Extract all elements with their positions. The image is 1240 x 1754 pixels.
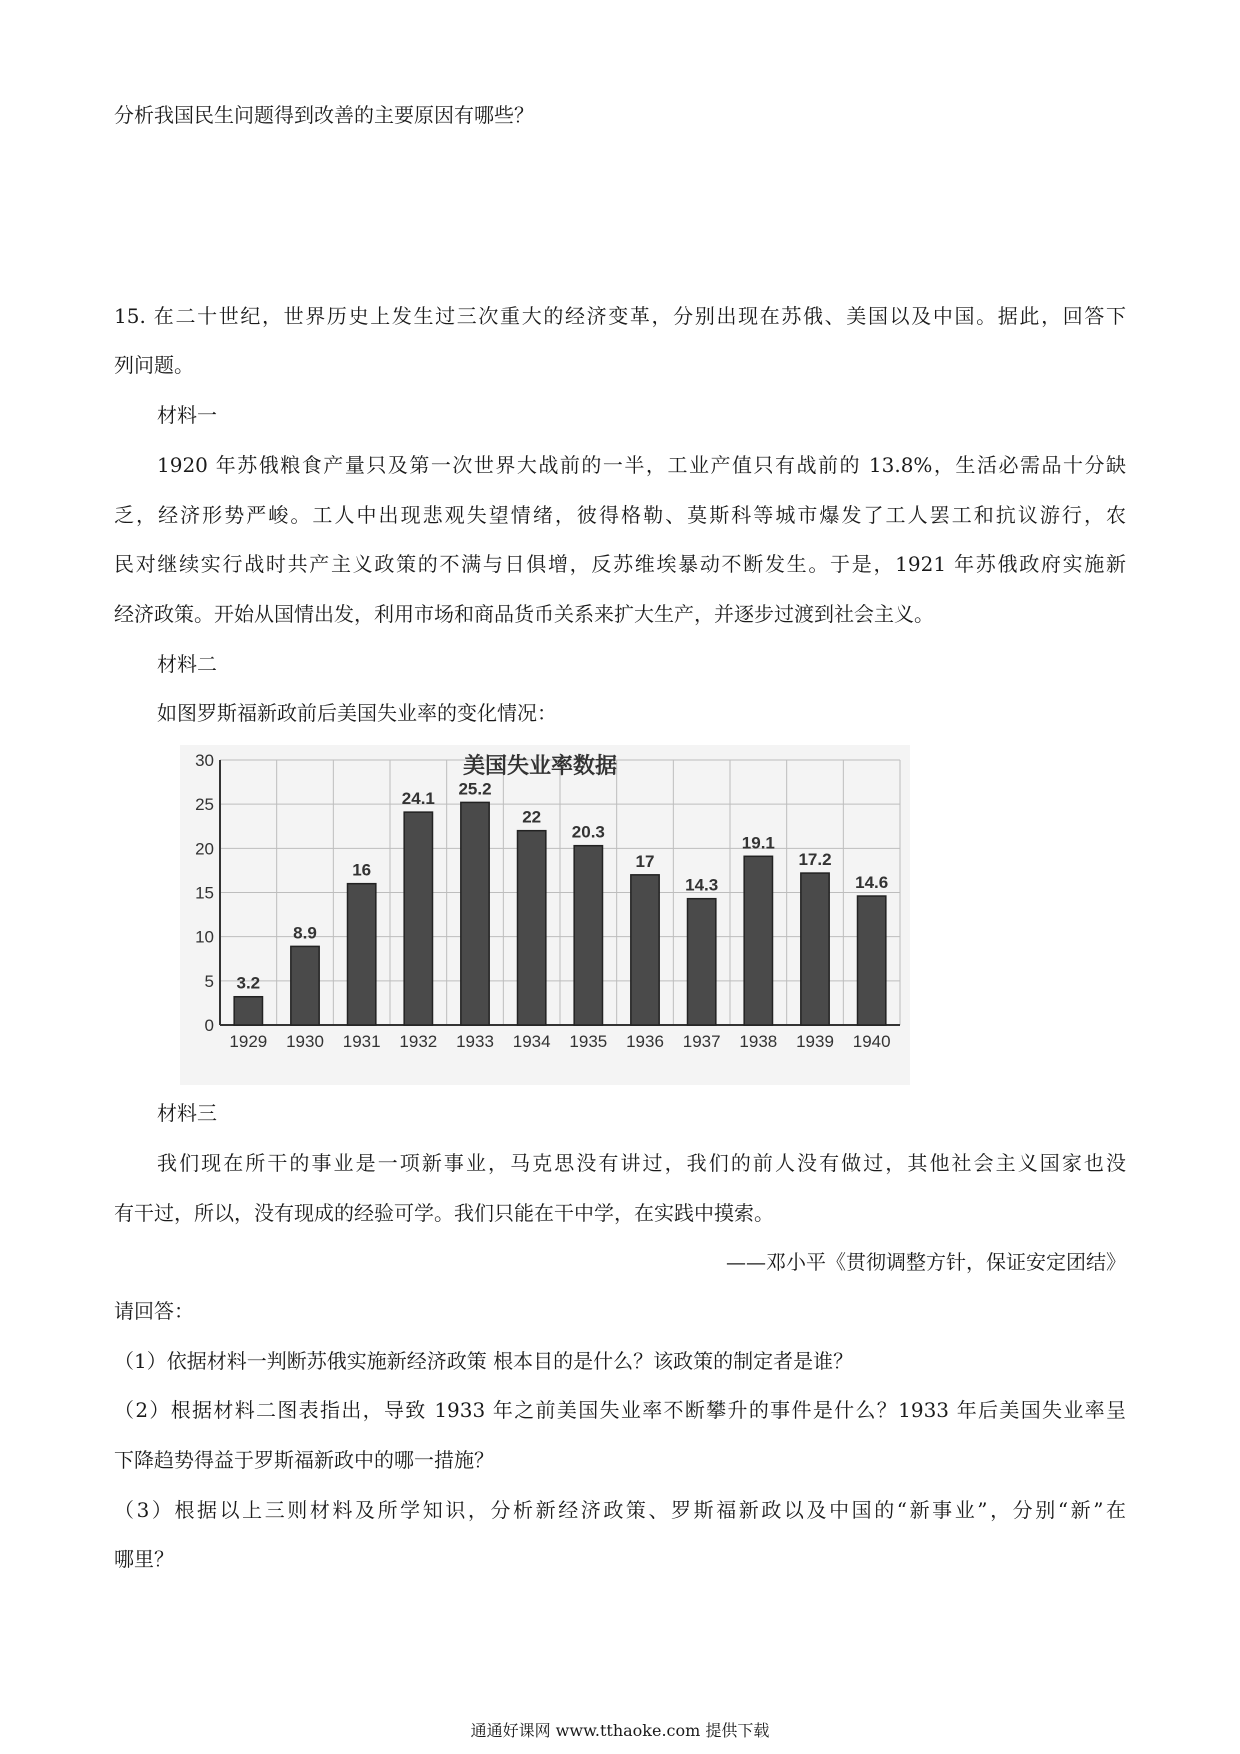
y-tick-label: 20: [195, 839, 214, 859]
page-footer: 通通好课网 www.tthaoke.com 提供下载: [470, 1721, 770, 1740]
x-tick-label-1930: 1930: [286, 1032, 324, 1051]
bar-1932: [404, 812, 432, 1025]
material-3-line-1: 我们现在所干的事业是一项新事业，马克思没有讲过，我们的前人没有做过，其他社会主义国家也没: [157, 1151, 1126, 1175]
bar-1939: [801, 873, 829, 1025]
x-tick-label-1932: 1932: [399, 1032, 438, 1051]
bar-1935: [574, 846, 602, 1025]
bar-1931: [348, 884, 376, 1025]
x-tick-label-1931: 1931: [342, 1032, 381, 1051]
material-3-title: 材料三: [157, 1101, 217, 1125]
material-2-intro: 如图罗斯福新政前后美国失业率的变化情况：: [157, 701, 557, 725]
material-1-line-1: 1920 年苏俄粮食产量只及第一次世界大战前的一半，工业产值只有战前的 13.8%，生活必需品十分缺: [157, 453, 1126, 477]
x-tick-label-1934: 1934: [512, 1032, 551, 1051]
material-1-line-2: 乏，经济形势严峻。工人中出现悲观失望情绪，彼得格勒、莫斯科等城市爆发了工人罢工和抗议游行，农: [114, 503, 1126, 527]
sub-question-1: （1）依据材料一判断苏俄实施新经济政策 根本目的是什么？该政策的制定者是谁？: [114, 1349, 854, 1373]
data-label-1936: 17: [635, 851, 655, 871]
material-3-line-2: 有干过，所以，没有现成的经验可学。我们只能在干中学，在实践中摸索。: [114, 1201, 774, 1225]
chart-title: 美国失业率数据: [462, 753, 618, 778]
material-3-source: ——邓小平《贯彻调整方针，保证安定团结》: [726, 1250, 1126, 1274]
x-tick-label-1939: 1939: [796, 1032, 834, 1051]
question-15-line-1: 15. 在二十世纪，世界历史上发生过三次重大的经济变革，分别出现在苏俄、美国以及中国。据此，回答下: [114, 304, 1126, 328]
answer-prompt: 请回答：: [114, 1299, 194, 1323]
x-tick-label-1938: 1938: [739, 1032, 778, 1051]
x-tick-label-1936: 1936: [626, 1032, 664, 1051]
x-tick-label-1935: 1935: [569, 1032, 608, 1051]
unemployment-chart-svg: [180, 745, 910, 1085]
y-tick-label: 0: [204, 1016, 214, 1035]
material-1-line-4: 经济政策。开始从国情出发，利用市场和商品货币关系来扩大生产，并逐步过渡到社会主义。: [114, 602, 934, 626]
data-label-1930: 8.9: [293, 923, 317, 943]
question-14-tail: 分析我国民生问题得到改善的主要原因有哪些？: [114, 103, 534, 127]
bar-1930: [291, 946, 319, 1025]
data-label-1940: 14.6: [855, 873, 889, 893]
y-tick-label: 30: [195, 751, 214, 770]
y-tick-label: 5: [204, 971, 214, 991]
material-1-line-3: 民对继续实行战时共产主义政策的不满与日俱增，反苏维埃暴动不断发生。于是，1921 年苏俄政府实施新: [114, 552, 1126, 576]
x-tick-label-1940: 1940: [852, 1032, 891, 1051]
data-label-1935: 20.3: [571, 822, 605, 842]
x-tick-label-1929: 1929: [229, 1032, 268, 1051]
question-15-line-2: 列问题。: [114, 353, 194, 377]
bar-1938: [744, 856, 772, 1025]
bar-1933: [461, 802, 489, 1025]
sub-question-2-line-1: （2）根据材料二图表指出，导致 1933 年之前美国失业率不断攀升的事件是什么？1933 年后美国失业率呈: [114, 1398, 1126, 1422]
data-label-1929: 3.2: [236, 973, 261, 993]
data-label-1939: 17.2: [798, 850, 832, 870]
x-tick-label-1933: 1933: [456, 1032, 494, 1051]
y-tick-label: 25: [195, 795, 214, 815]
bar-1929: [234, 997, 262, 1025]
data-label-1933: 25.2: [458, 779, 492, 799]
unemployment-chart: [180, 745, 910, 1085]
material-1-title: 材料一: [157, 403, 217, 427]
sub-question-2-line-2: 下降趋势得益于罗斯福新政中的哪一措施？: [114, 1448, 494, 1472]
data-label-1937: 14.3: [685, 875, 719, 895]
y-tick-label: 15: [195, 883, 214, 903]
data-label-1931: 16: [352, 860, 372, 880]
bar-1934: [518, 831, 546, 1025]
sub-question-3-line-2: 哪里？: [114, 1547, 174, 1571]
bar-1940: [858, 896, 886, 1025]
y-tick-label: 10: [195, 927, 214, 947]
bar-1936: [631, 875, 659, 1025]
data-label-1938: 19.1: [741, 833, 775, 853]
material-2-title: 材料二: [157, 652, 217, 676]
data-label-1934: 22: [522, 807, 542, 827]
data-label-1932: 24.1: [401, 789, 435, 809]
bar-1937: [688, 899, 716, 1025]
sub-question-3-line-1: （3）根据以上三则材料及所学知识，分析新经济政策、罗斯福新政以及中国的“新事业”，分别“新”在: [114, 1498, 1126, 1522]
x-tick-label-1937: 1937: [682, 1032, 721, 1051]
